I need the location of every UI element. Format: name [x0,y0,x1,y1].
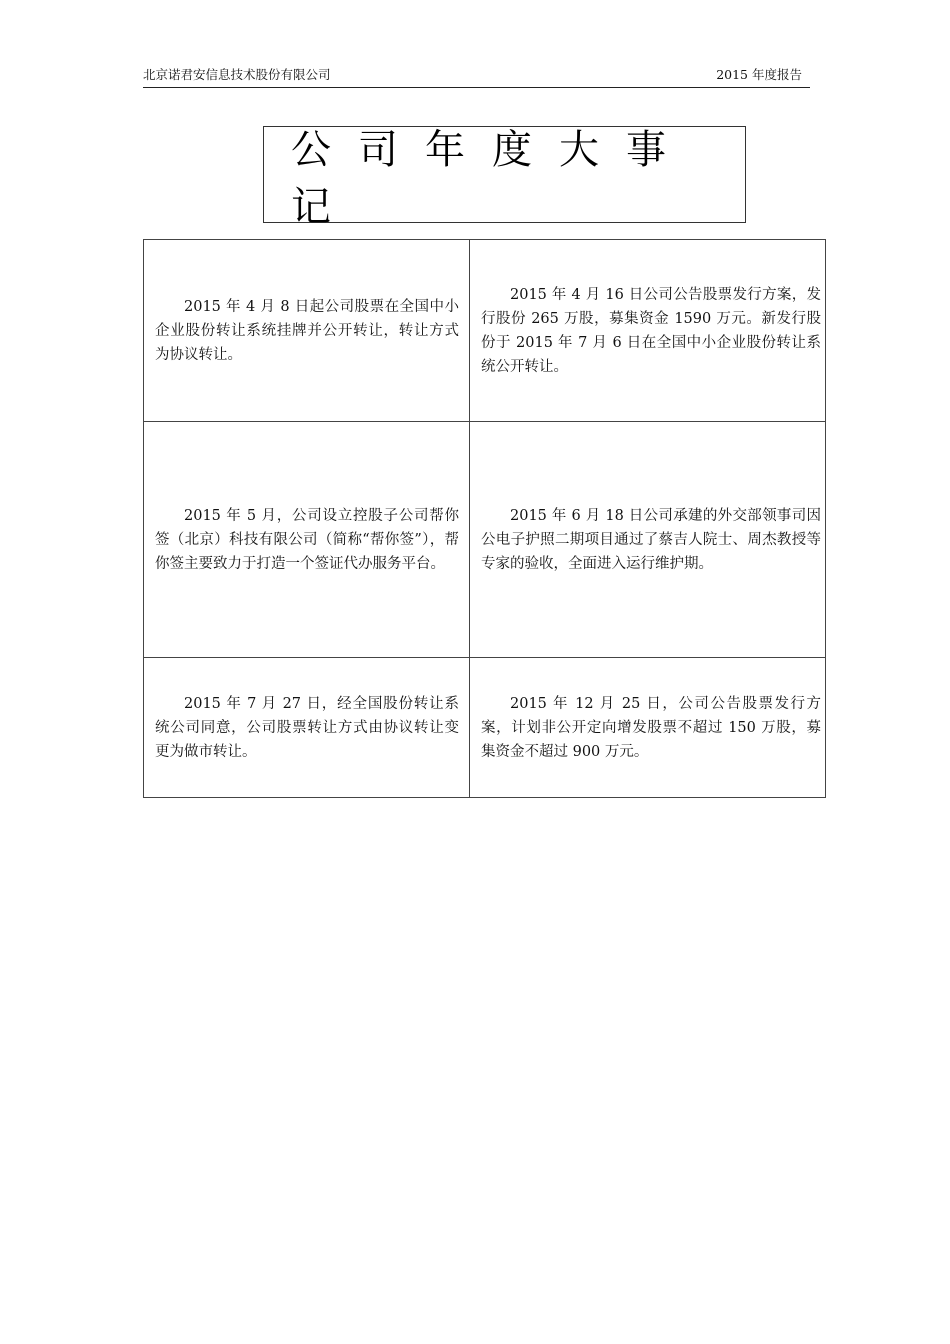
title-box [263,126,746,230]
event-text: 2015 年 5 月，公司设立控股子公司帮你签（北京）科技有限公司（简称“帮你签”），帮你签主要致力于打造一个签证代办服务平台。 [155,507,459,572]
report-year: 2015 年度报告 [716,67,802,82]
event-text: 2015 年 6 月 18 日公司承建的外交部领事司因公电子护照二期项目通过了蔡吉人院士、周杰教授等专家的验收，全面进入运行维护期。 [481,507,821,572]
table-row [144,658,826,798]
event-cell [470,422,826,658]
events-table [143,239,826,798]
event-cell [144,240,470,422]
table-row [144,422,826,658]
page-header [143,64,810,88]
event-text: 2015 年 12 月 25 日，公司公告股票发行方案，计划非公开定向增发股票不超过 150 万股，募集资金不超过 900 万元。 [481,695,821,760]
event-text: 2015 年 4 月 16 日公司公告股票发行方案，发行股份 265 万股，募集资金 1590 万元。新发行股份于 2015 年 7 月 6 日在全国中小企业股份转让系统公开转让。 [481,286,821,375]
event-cell [144,422,470,658]
event-cell [470,658,826,798]
event-text: 2015 年 4 月 8 日起公司股票在全国中小企业股份转让系统挂牌并公开转让，转让方式为协议转让。 [155,298,459,363]
event-cell [144,658,470,798]
page-title: 公司年度大事记 [291,126,693,230]
event-cell [470,240,826,422]
event-text: 2015 年 7 月 27 日，经全国股份转让系统公司同意，公司股票转让方式由协议转让变更为做市转让。 [155,695,459,760]
company-name: 北京诺君安信息技术股份有限公司 [143,67,331,82]
table-row [144,240,826,422]
